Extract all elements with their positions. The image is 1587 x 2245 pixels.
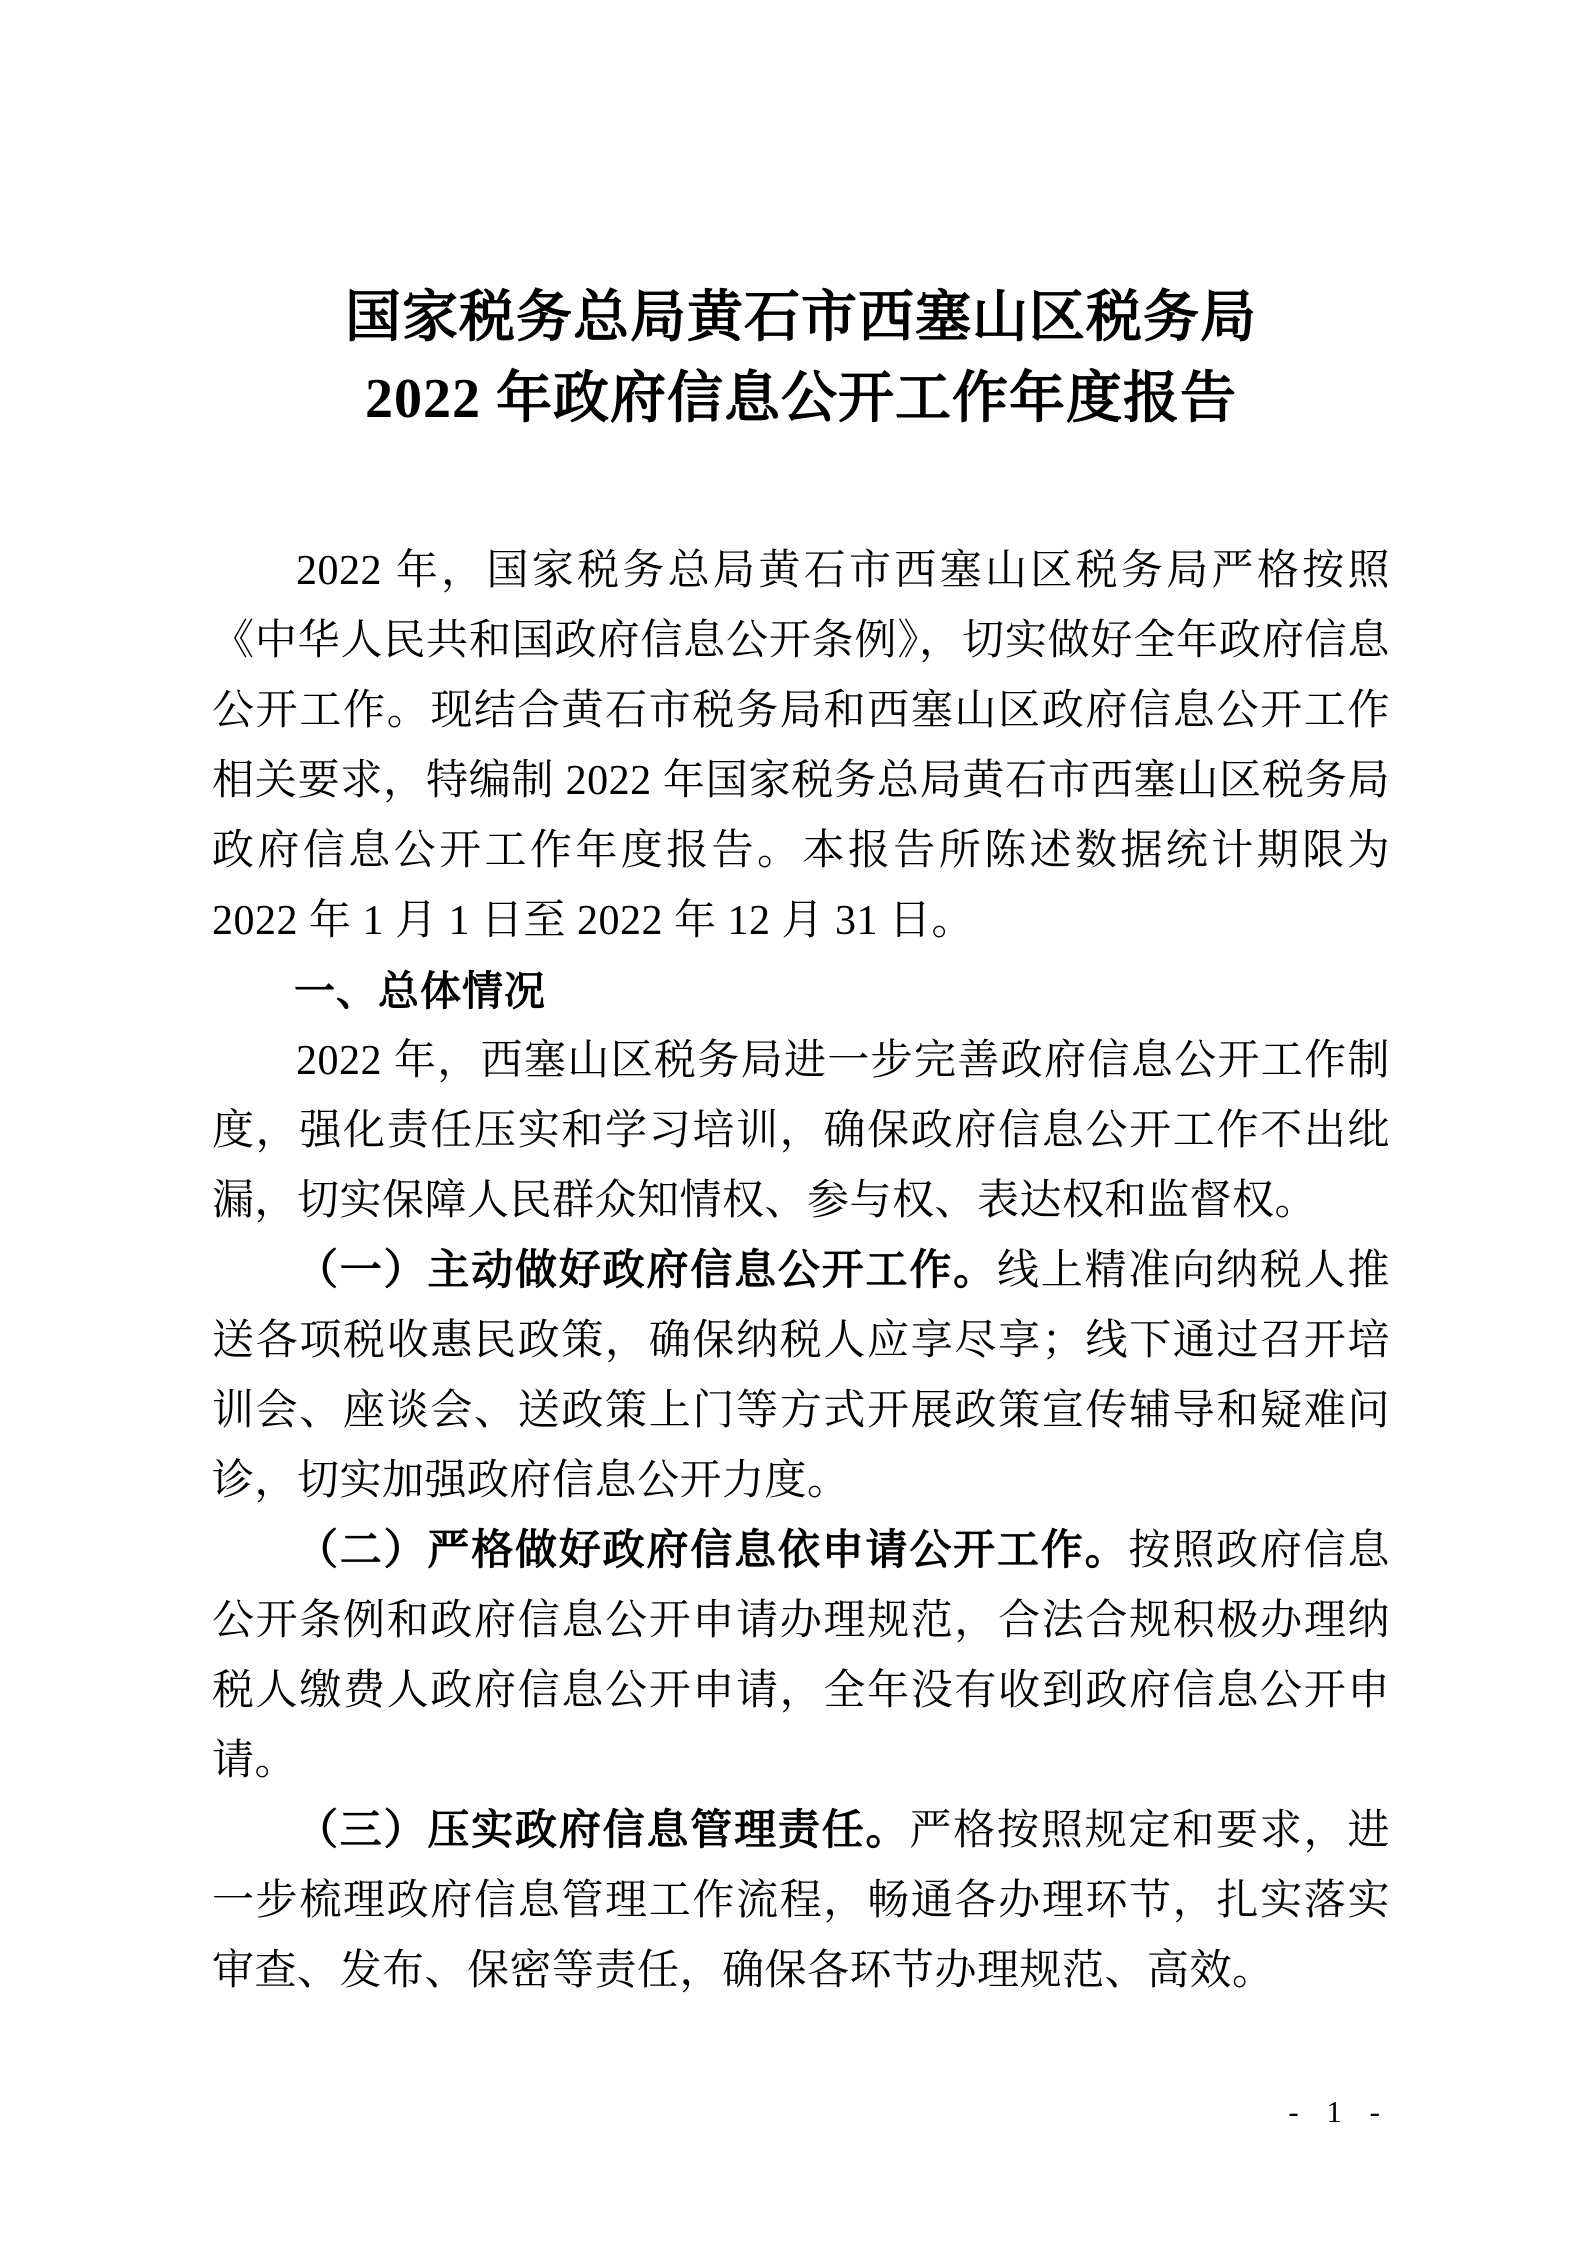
section-heading-overall: 一、总体情况 (294, 968, 546, 1014)
paragraph-item-2 (212, 1516, 1390, 1796)
paragraph-item-2-lead: （二）严格做好政府信息依申请公开工作。 (296, 1528, 1129, 1574)
paragraph-item-3-lead: （三）压实政府信息管理责任。 (296, 1808, 910, 1854)
paragraph-item-1 (212, 1236, 1390, 1516)
document-title-line2: 2022 年政府信息公开工作年度报告 (365, 368, 1237, 430)
document-title (212, 278, 1390, 440)
page-number: - 1 - (1288, 2094, 1390, 2129)
paragraph-item-2-text: 按照政府信息公开条例和政府信息公开申请办理规范，合法合规积极办理纳税人缴费人政府信息公开申请，全年没有收到政府信息公开申请。 (212, 1528, 1390, 1784)
paragraph-item-3-text: 严格按照规定和要求，进一步梳理政府信息管理工作流程，畅通各办理环节，扎实落实审查、发布、保密等责任，确保各环节办理规范、高效。 (212, 1808, 1390, 1994)
paragraph-item-1-lead: （一）主动做好政府信息公开工作。 (296, 1248, 997, 1294)
paragraph-item-3 (212, 1796, 1390, 2006)
paragraph-item-1-text: 线上精准向纳税人推送各项税收惠民政策，确保纳税人应享尽享；线下通过召开培训会、座谈会、送政策上门等方式开展政策宣传辅导和疑难问诊，切实加强政府信息公开力度。 (212, 1248, 1390, 1504)
document-body (212, 536, 1390, 2006)
document-content (212, 278, 1390, 2006)
paragraph-overview: 2022 年，西塞山区税务局进一步完善政府信息公开工作制度，强化责任压实和学习培训，确保政府信息公开工作不出纰漏，切实保障人民群众知情权、参与权、表达权和监督权。 (212, 1038, 1390, 1224)
paragraph-intro: 2022 年，国家税务总局黄石市西塞山区税务局严格按照《中华人民共和国政府信息公开条例》，切实做好全年政府信息公开工作。现结合黄石市税务局和西塞山区政府信息公开工作相关要求，特编制 2022 年国家税务总局黄石市西塞山区税务局政府信息公开工作年度报告。本报告所陈述数据统计期限为 2022 年 1 月 1 日至 2022 年 12 月 31 日。 (212, 548, 1390, 944)
document-title-line1: 国家税务总局黄石市西塞山区税务局 (345, 287, 1257, 349)
